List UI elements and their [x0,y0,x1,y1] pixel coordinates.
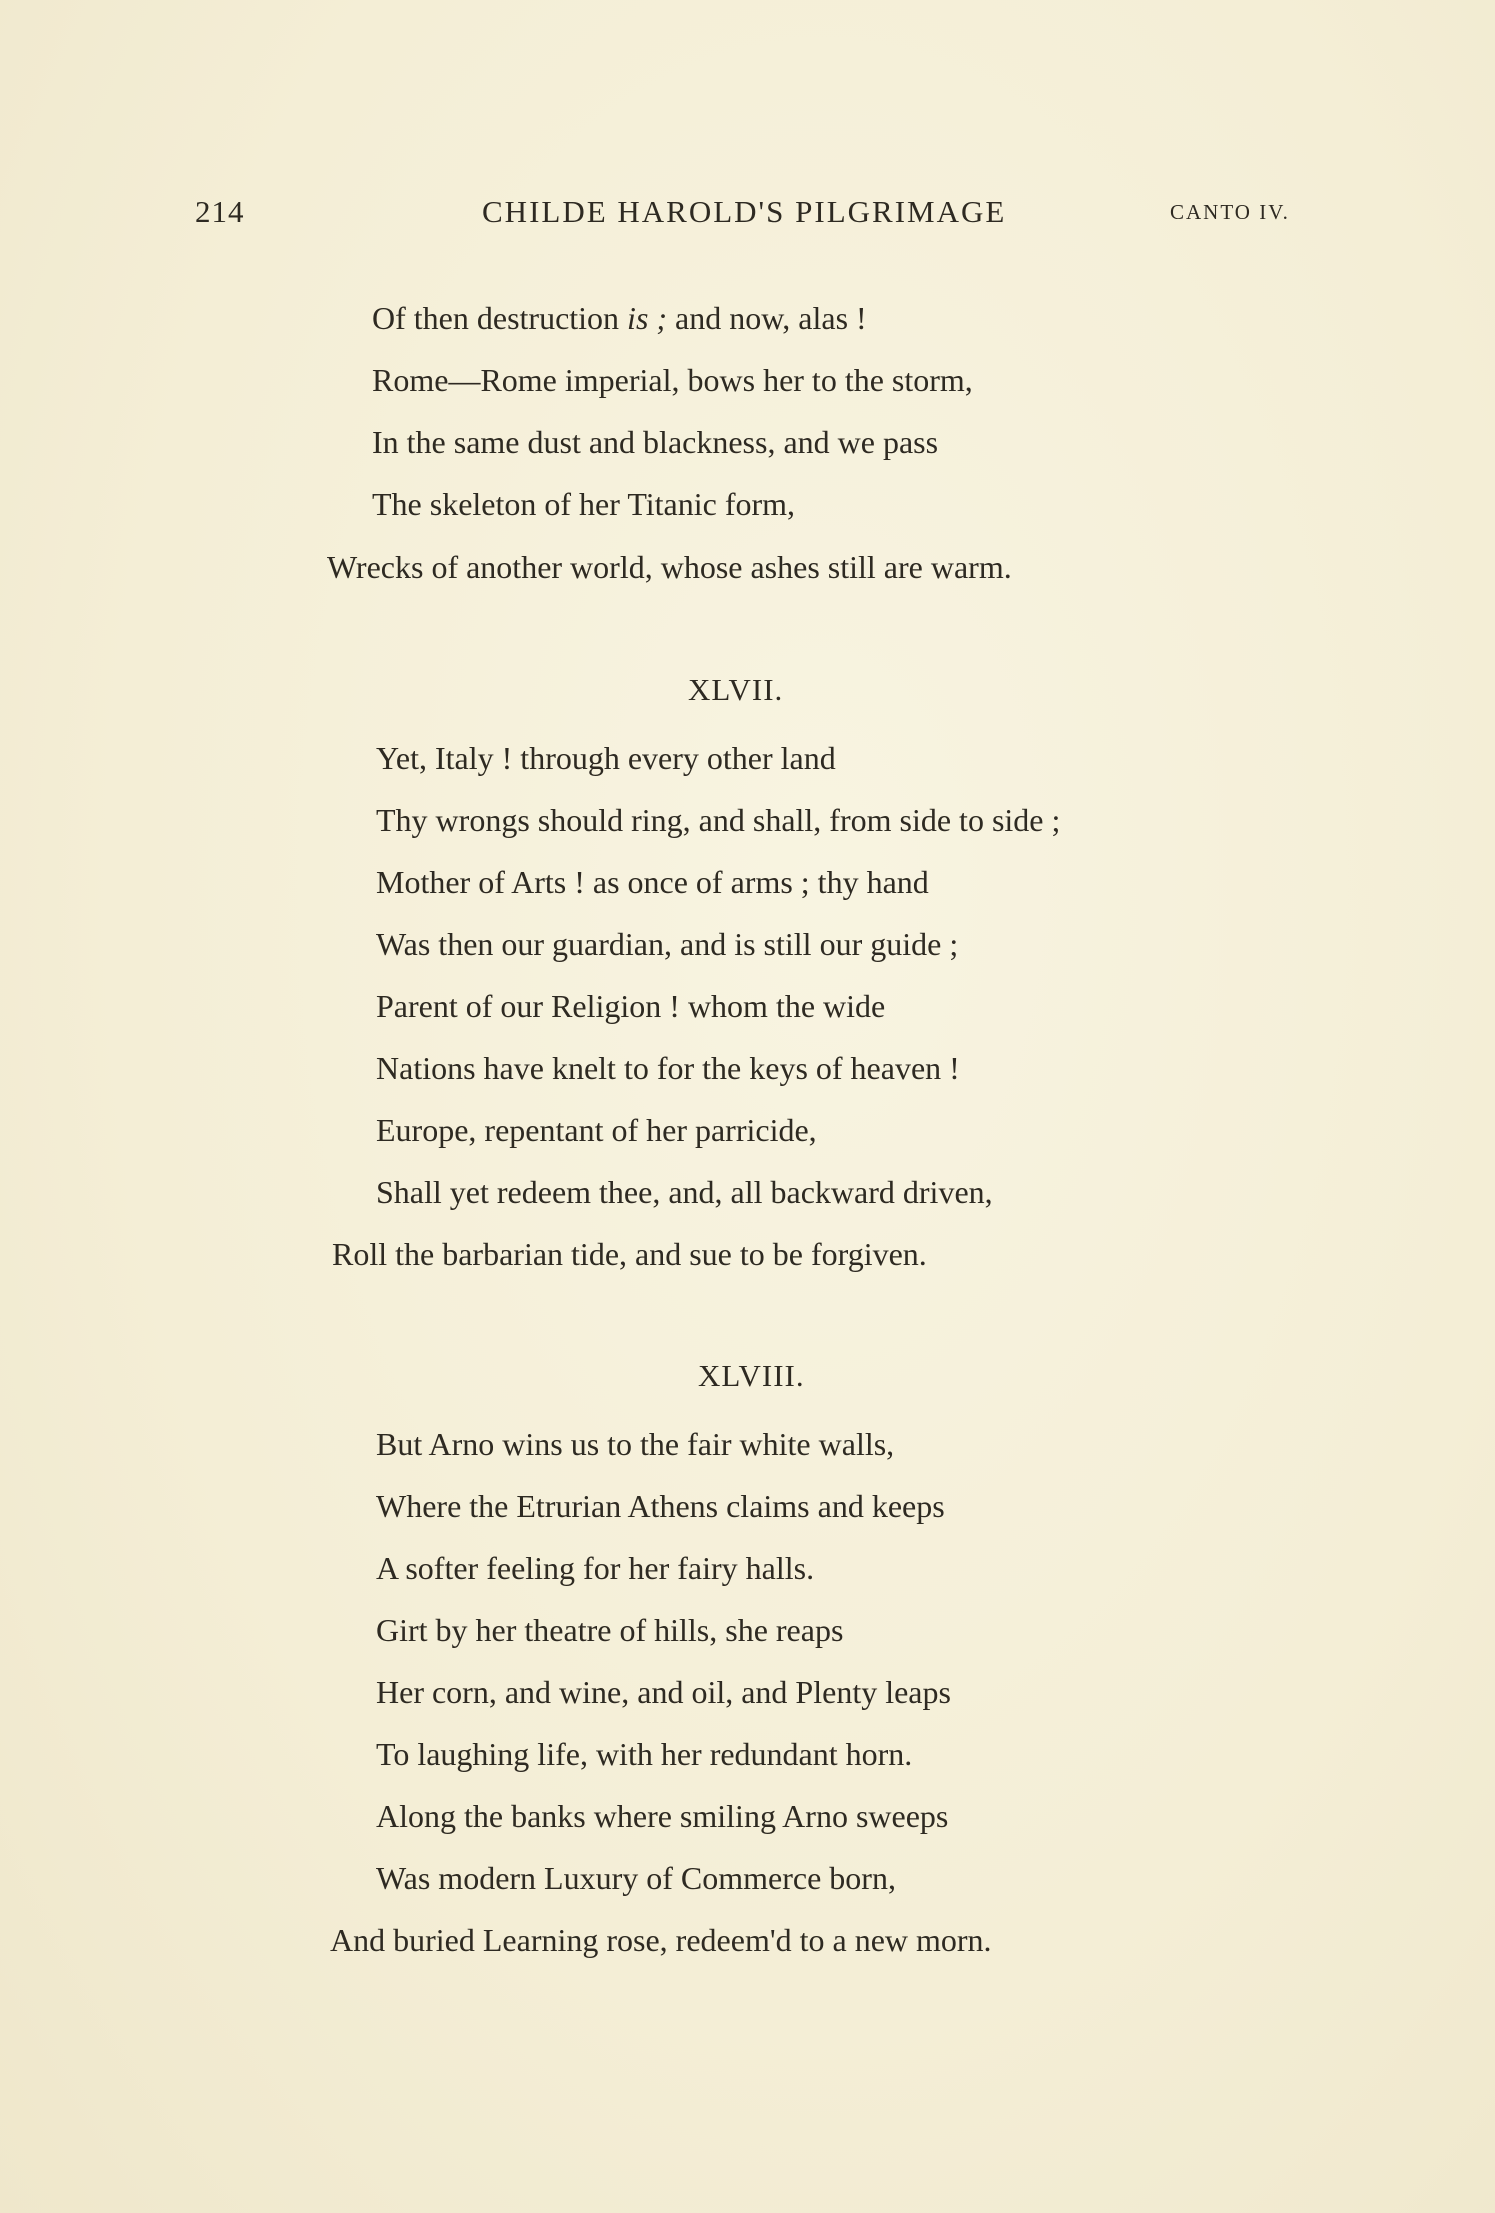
stanza-number: XLVIII. [698,1358,805,1393]
poem-line: Her corn, and wine, and oil, and Plenty leaps [376,1674,951,1710]
page-number: 214 [195,194,245,229]
poem-line: Shall yet redeem thee, and, all backward driven, [376,1174,993,1210]
poem-line: Parent of our Religion ! whom the wide [376,988,886,1024]
poem-line: Nations have knelt to for the keys of heaven ! [376,1050,960,1086]
poem-line: Yet, Italy ! through every other land [376,740,836,776]
poem-line: Europe, repentant of her parricide, [376,1112,817,1148]
poem-line: Thy wrongs should ring, and shall, from side to side ; [376,802,1061,838]
poem-line: But Arno wins us to the fair white walls, [376,1426,895,1462]
poem-line: Mother of Arts ! as once of arms ; thy hand [376,864,929,900]
poem-line: In the same dust and blackness, and we pass [372,424,939,460]
poem-line: Where the Etrurian Athens claims and keeps [376,1488,945,1524]
canto-label: CANTO IV. [1170,200,1290,224]
poem-line: To laughing life, with her redundant horn. [376,1736,913,1772]
poem-line: A softer feeling for her fairy halls. [376,1550,815,1586]
poem-line: Was modern Luxury of Commerce born, [376,1860,896,1896]
poem-line: Was then our guardian, and is still our guide ; [376,926,959,962]
poem-line: Girt by her theatre of hills, she reaps [376,1612,844,1648]
running-head [0,190,1495,240]
poem-line: Roll the barbarian tide, and sue to be forgiven. [332,1236,927,1272]
poem-line: The skeleton of her Titanic form, [372,486,796,522]
poem-line: Wrecks of another world, whose ashes still are warm. [327,549,1012,585]
poem-line: Rome—Rome imperial, bows her to the storm, [372,362,973,398]
poem-line: Of then destruction is ; and now, alas ! [372,300,867,336]
stanza-number: XLVII. [688,672,784,707]
book-title: CHILDE HAROLD'S PILGRIMAGE [482,194,1007,229]
poem-line: And buried Learning rose, redeem'd to a new morn. [330,1922,992,1958]
poem-line: Along the banks where smiling Arno sweeps [376,1798,949,1834]
